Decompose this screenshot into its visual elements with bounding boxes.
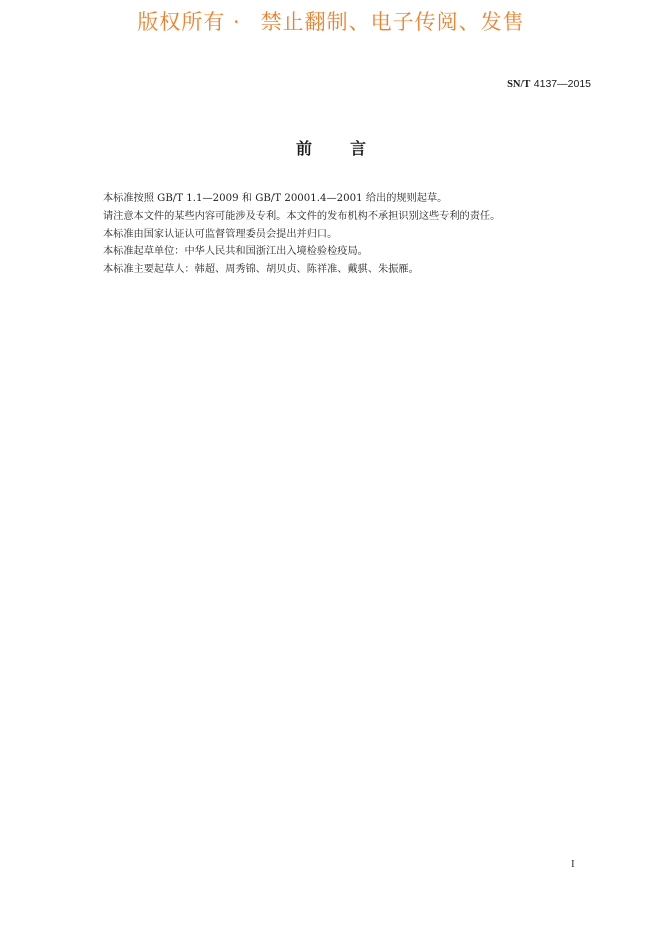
foreword-paragraph: 本标准起草单位：中华人民共和国浙江出入境检验检疫局。: [103, 246, 368, 258]
watermark-part-1: 版权所有 ·: [137, 10, 241, 34]
standard-number: 4137—2015: [533, 78, 591, 90]
watermark-part-2: 禁止翻制、电子传阅、发售: [260, 10, 525, 34]
foreword-paragraph: 本标准按照 GB/T 1.1—2009 和 GB/T 20001.4—2001 给出的规则起草。: [103, 193, 448, 204]
foreword-body: [103, 190, 583, 279]
foreword-paragraph: 请注意本文件的某些内容可能涉及专利。本文件的发布机构不承担识别这些专利的责任。: [103, 210, 501, 222]
standard-prefix: SN/T: [507, 79, 531, 90]
page-number: I: [571, 858, 575, 870]
standard-code: [507, 78, 591, 90]
copyright-watermark: [0, 6, 662, 36]
foreword-paragraph: 本标准主要起草人：韩超、周秀锦、胡贝贞、陈祥准、戴骐、朱振雁。: [103, 264, 419, 276]
foreword-paragraph: 本标准由国家认证认可监督管理委员会提出并归口。: [103, 228, 338, 240]
page-title: 前言: [295, 139, 404, 158]
